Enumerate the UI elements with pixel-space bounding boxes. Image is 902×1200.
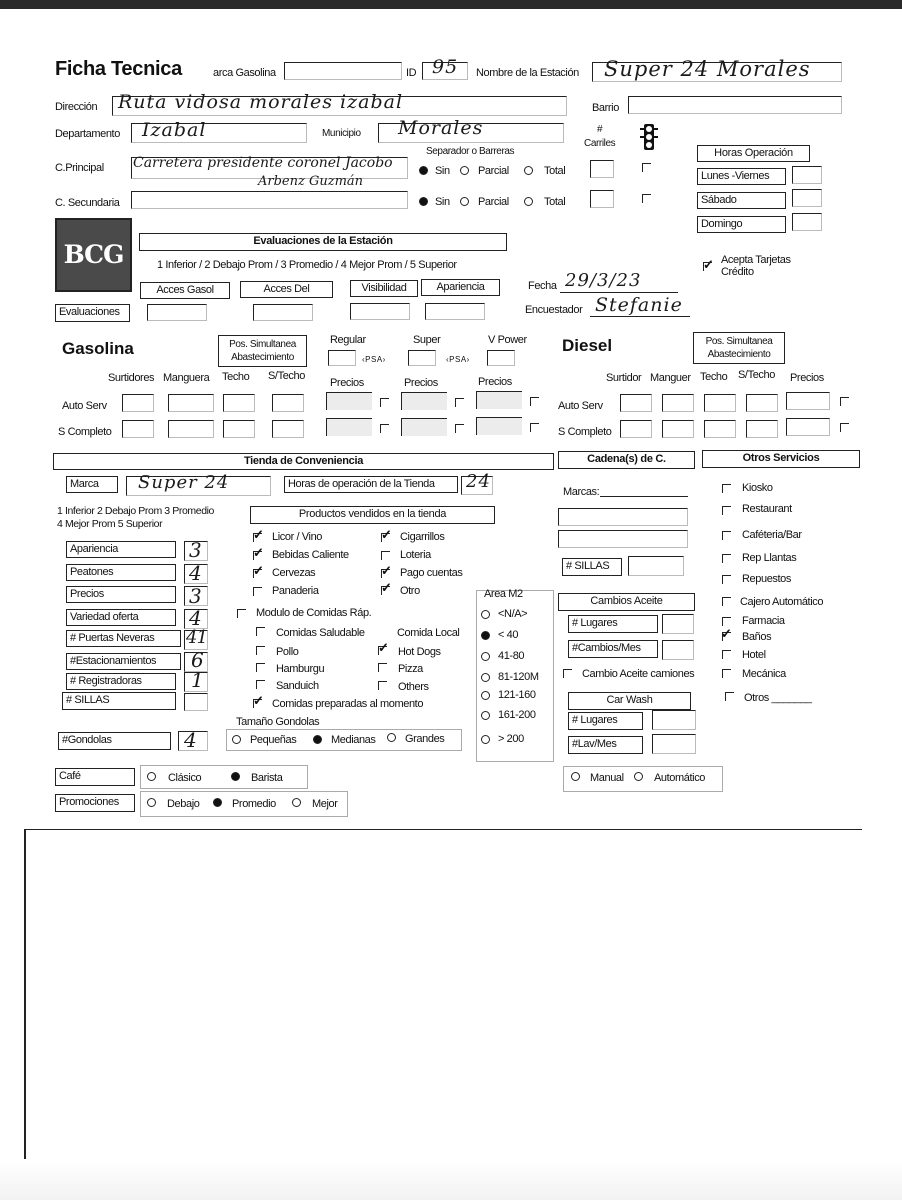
area-41-80-radio[interactable]	[481, 652, 490, 661]
evaluaciones-scale: 1 Inferior / 2 Debajo Prom / 3 Promedio / 4 Mejor Prom / 5 Superior	[157, 259, 457, 271]
tienda-marca-value: Super 24	[138, 472, 230, 493]
carwash-lugares-label: # Lugares	[568, 712, 643, 730]
carriles-principal-field[interactable]	[590, 160, 614, 178]
promo-mejor-label: Mejor	[312, 798, 338, 810]
rating-precios-label: Precios	[66, 586, 176, 603]
pago-cuentas-label: Pago cuentas	[400, 567, 463, 579]
gas-auto-manguera-field[interactable]	[168, 394, 214, 412]
dsl-auto-techo-field[interactable]	[704, 394, 736, 412]
carriles-secundaria-field[interactable]	[590, 190, 614, 208]
semaforo-secundaria-checkbox[interactable]	[642, 194, 651, 203]
barrio-field[interactable]	[628, 96, 842, 114]
gas-sc-super-checkbox[interactable]	[455, 424, 464, 433]
tamano-gondolas-label: Tamaño Gondolas	[236, 716, 320, 728]
id-value: 95	[432, 56, 459, 78]
gas-auto-regular-checkbox[interactable]	[380, 398, 389, 407]
banos-label: Baños	[742, 631, 772, 643]
gas-auto-stecho-field[interactable]	[272, 394, 304, 412]
dsl-sc-stecho-field[interactable]	[746, 420, 778, 438]
top-edge-strip	[0, 0, 902, 9]
productos-title: Productos vendidos en la tienda	[250, 506, 495, 524]
separador-secundaria-sin-radio[interactable]	[419, 197, 428, 206]
banos-check-mark: ✓	[721, 626, 732, 641]
apariencia-eval-field[interactable]	[425, 303, 485, 320]
dsl-auto-surtidor-field[interactable]	[620, 394, 652, 412]
separador-principal-parcial-radio[interactable]	[460, 166, 469, 175]
gas-sc-precio-regular-field[interactable]	[326, 418, 372, 436]
hamburguesa-checkbox[interactable]	[256, 663, 265, 672]
horas-lunes-field[interactable]	[792, 166, 822, 184]
marcas-field-2[interactable]	[558, 530, 688, 548]
area-121-160-radio[interactable]	[481, 691, 490, 700]
others-checkbox[interactable]	[378, 681, 387, 690]
regular-psa-label: ‹PSA›	[362, 355, 386, 364]
dsl-sc-precio-field[interactable]	[786, 418, 830, 436]
rating-registradoras-label: # Registradoras	[66, 673, 176, 690]
gas-auto-precio-regular-field[interactable]	[326, 392, 372, 410]
bcg-logo	[55, 218, 132, 292]
stecho-label: S/Techo	[268, 370, 305, 382]
gasolina-auto-serv-label: Auto Serv	[62, 400, 107, 412]
diesel-pos-simultanea-box	[693, 332, 785, 364]
nombre-estacion-value: Super 24 Morales	[604, 57, 811, 81]
aceite-lugares-label: # Lugares	[568, 615, 658, 633]
diesel-pos-label-2: Abastecimiento	[707, 349, 771, 360]
cafeteria-checkbox[interactable]	[722, 531, 731, 540]
pollo-label: Pollo	[276, 646, 299, 658]
acepta-credito-label: Crédito	[721, 266, 754, 278]
diesel-precios-label: Precios	[790, 372, 824, 384]
separador-secundaria-total-radio[interactable]	[524, 197, 533, 206]
rating-peatones-value: 4	[189, 561, 203, 585]
dsl-auto-checkbox[interactable]	[840, 397, 849, 406]
hamburguesa-label: Hamburgu	[276, 663, 325, 675]
calle-principal-value: Carretera presidente coronel Jacobo	[133, 155, 393, 171]
area-161-200-label: 161-200	[498, 709, 536, 721]
pollo-checkbox[interactable]	[256, 646, 265, 655]
tienda-scale-2: 4 Mejor Prom 5 Superior	[57, 518, 163, 530]
rating-estacionamientos-label: #Estacionamientos	[66, 653, 181, 670]
dsl-auto-stecho-field[interactable]	[746, 394, 778, 412]
cafeteria-label: Caféteria/Bar	[742, 529, 802, 541]
gas-auto-vpower-checkbox[interactable]	[530, 397, 539, 406]
gondolas-value: 4	[184, 728, 198, 752]
cervezas-check-mark: ✓	[253, 563, 264, 578]
hotel-label: Hotel	[742, 649, 766, 661]
medianas-label: Medianas	[331, 734, 376, 746]
visibilidad-field[interactable]	[350, 303, 410, 320]
tienda-scale-1: 1 Inferior 2 Debajo Prom 3 Promedio	[57, 505, 214, 517]
fecha-value: 29/3/23	[565, 270, 642, 291]
rating-sillas-field[interactable]	[184, 693, 208, 711]
repuestos-label: Repuestos	[742, 573, 791, 585]
dsl-sc-checkbox[interactable]	[840, 423, 849, 432]
rating-variedad-value: 4	[189, 606, 203, 630]
manguera-label: Manguera	[163, 372, 210, 384]
separador-secundaria-parcial-label: Parcial	[478, 196, 509, 208]
gasolina-pos-label-1: Pos. Simultanea	[229, 339, 296, 350]
separador-secundaria-parcial-radio[interactable]	[460, 197, 469, 206]
gasolina-title: Gasolina	[62, 339, 134, 358]
encuestador-label: Encuestador	[525, 304, 583, 316]
vpower-label: V Power	[488, 334, 527, 346]
diesel-techo-label: Techo	[700, 371, 728, 383]
cadena-sillas-label: # SILLAS	[562, 558, 622, 576]
gas-sc-precio-super-field[interactable]	[401, 418, 447, 436]
carwash-lav-mes-field[interactable]	[652, 734, 696, 754]
carwash-lugares-field[interactable]	[652, 710, 696, 730]
precios-super-label: Precios	[404, 377, 438, 389]
marca-gasolina-field[interactable]	[284, 62, 402, 80]
visibilidad-label: Visibilidad	[350, 280, 418, 297]
carwash-manual-radio[interactable]	[571, 772, 580, 781]
carriles-label: Carriles	[584, 138, 616, 149]
otros-label: Otros _______	[744, 692, 812, 704]
promociones-label: Promociones	[55, 794, 135, 812]
tienda-horas-label: Horas de operación de la Tienda	[284, 476, 458, 493]
direccion-label: Dirección	[55, 101, 98, 113]
promo-promedio-radio[interactable]	[213, 798, 222, 807]
others-label: Others	[398, 681, 429, 693]
rating-registradoras-value: 1	[191, 668, 205, 692]
form-title: Ficha Tecnica	[55, 58, 182, 80]
surtidores-label: Surtidores	[108, 372, 155, 384]
acces-del-label: Acces Del	[240, 281, 333, 298]
horas-sabado-field[interactable]	[792, 189, 822, 207]
rating-apariencia-value: 3	[189, 538, 203, 562]
rating-puertas-label: # Puertas Neveras	[66, 630, 181, 647]
rep-llantas-checkbox[interactable]	[722, 554, 731, 563]
cafe-group	[140, 765, 308, 789]
area-161-200-radio[interactable]	[481, 711, 490, 720]
licor-label: Licor / Vino	[272, 531, 323, 543]
cigarrillos-check-mark: ✓	[381, 527, 392, 542]
restaurant-checkbox[interactable]	[722, 506, 731, 515]
gas-auto-super-checkbox[interactable]	[455, 398, 464, 407]
fecha-label: Fecha	[528, 280, 557, 292]
loteria-label: Loteria	[400, 549, 431, 561]
cafe-clasico-label: Clásico	[168, 772, 202, 784]
bebidas-check-mark: ✓	[253, 545, 264, 560]
separador-principal-total-label: Total	[544, 165, 566, 177]
grandes-label: Grandes	[405, 733, 445, 745]
diesel-s-completo-label: S Completo	[558, 426, 612, 438]
calle-secundaria-label: C. Secundaria	[55, 197, 120, 209]
gasolina-s-completo-label: S Completo	[58, 426, 112, 438]
tienda-horas-value: 24	[466, 471, 491, 492]
departamento-value: Izabal	[142, 119, 207, 141]
super-label: Super	[413, 334, 441, 346]
pequenas-label: Pequeñas	[250, 734, 297, 746]
area-title: Area M2	[484, 588, 523, 600]
pizza-label: Pizza	[398, 663, 423, 675]
modulo-comidas-checkbox[interactable]	[237, 609, 246, 618]
precios-regular-label: Precios	[330, 377, 364, 389]
nombre-estacion-label: Nombre de la Estación	[476, 67, 579, 79]
regular-label: Regular	[330, 334, 366, 346]
separador-principal-sin-radio[interactable]	[419, 166, 428, 175]
encuestador-field[interactable]	[590, 316, 690, 317]
rating-variedad-label: Variedad oferta	[66, 609, 176, 626]
rating-sillas-label: # SILLAS	[62, 692, 176, 710]
gas-sc-manguera-field[interactable]	[168, 420, 214, 438]
carwash-lav-mes-label: #Lav/Mes	[568, 736, 643, 754]
municipio-value: Morales	[398, 117, 484, 139]
rating-apariencia-label: Apariencia	[66, 541, 176, 558]
loteria-checkbox[interactable]	[381, 551, 390, 560]
dsl-auto-manguer-field[interactable]	[662, 394, 694, 412]
cadena-title: Cadena(s) de C.	[558, 451, 695, 469]
horas-domingo-label: Domingo	[697, 216, 786, 233]
gas-sc-precio-vpower-field[interactable]	[476, 417, 522, 435]
area-gt200-radio[interactable]	[481, 735, 490, 744]
farmacia-label: Farmacia	[742, 615, 785, 627]
precios-vpower-label: Precios	[478, 376, 512, 388]
carwash-automatico-label: Automático	[654, 772, 706, 784]
rating-peatones-label: Peatones	[66, 564, 176, 581]
separador-principal-sin-label: Sin	[435, 165, 450, 177]
area-81-120-label: 81-120M	[498, 671, 539, 683]
separador-principal-parcial-label: Parcial	[478, 165, 509, 177]
area-121-160-label: 121-160	[498, 689, 536, 701]
gas-sc-stecho-field[interactable]	[272, 420, 304, 438]
otro-check-mark: ✓	[381, 580, 392, 595]
carwash-title: Car Wash	[568, 692, 691, 710]
cigarrillos-label: Cigarrillos	[400, 531, 445, 543]
calle-principal-value-2: Arbenz Guzmán	[258, 174, 364, 189]
vpower-psa-field[interactable]	[487, 350, 515, 366]
marca-gasolina-label: arca Gasolina	[213, 67, 276, 79]
cambios-aceite-title: Cambios Aceite	[558, 593, 695, 611]
gasolina-pos-label-2: Abastecimiento	[231, 352, 294, 363]
regular-psa-field[interactable]	[328, 350, 356, 366]
dsl-sc-techo-field[interactable]	[704, 420, 736, 438]
gasolina-pos-simultanea-box	[218, 335, 307, 367]
sanduich-label: Sanduich	[276, 680, 319, 692]
carriles-hash-label: #	[597, 124, 603, 135]
aceite-cambios-mes-label: #Cambios/Mes	[568, 640, 658, 658]
cajero-label: Cajero Automático	[740, 596, 824, 608]
rating-estacionamientos-value: 6	[191, 648, 205, 672]
techo-label: Techo	[222, 371, 250, 383]
restaurant-label: Restaurant	[742, 503, 792, 515]
diesel-title: Diesel	[562, 336, 613, 355]
promo-promedio-label: Promedio	[232, 798, 276, 810]
promo-debajo-radio[interactable]	[147, 798, 156, 807]
mecanica-label: Mecánica	[742, 668, 786, 680]
rating-puertas-value: 41	[186, 627, 207, 648]
dsl-sc-manguer-field[interactable]	[662, 420, 694, 438]
saludable-checkbox[interactable]	[256, 627, 265, 636]
area-lt40-label: < 40	[498, 629, 519, 641]
area-81-120-radio[interactable]	[481, 673, 490, 682]
mecanica-checkbox[interactable]	[722, 669, 731, 678]
page-edge-shadow	[0, 1160, 902, 1200]
cafe-label: Café	[55, 768, 135, 786]
aceite-lugares-field[interactable]	[662, 614, 694, 634]
horas-operacion-title: Horas Operación	[697, 145, 810, 162]
otros-servicios-title: Otros Servicios	[702, 450, 860, 468]
semaforo-principal-checkbox[interactable]	[642, 163, 651, 172]
separador-secundaria-sin-label: Sin	[435, 196, 450, 208]
aceite-cambios-mes-field[interactable]	[662, 640, 694, 660]
evaluaciones-row-label: Evaluaciones	[55, 304, 130, 322]
dsl-auto-precio-field[interactable]	[786, 392, 830, 410]
saludable-label: Comidas Saludable	[276, 627, 365, 639]
area-lt40-radio[interactable]	[481, 631, 490, 640]
acces-gasol-field[interactable]	[147, 304, 207, 321]
area-na-label: <N/A>	[498, 608, 528, 620]
separador-principal-total-radio[interactable]	[524, 166, 533, 175]
cafe-clasico-radio[interactable]	[147, 772, 156, 781]
municipio-label: Municipio	[322, 128, 361, 139]
aceite-camiones-label: Cambio Aceite camiones	[582, 668, 695, 680]
marcas-line-1	[600, 496, 688, 497]
barrio-label: Barrio	[592, 102, 619, 114]
cafe-barista-label: Barista	[251, 772, 283, 784]
area-na-radio[interactable]	[481, 610, 490, 619]
hotdogs-check-mark: ✓	[378, 640, 389, 655]
area-gt200-label: > 200	[498, 733, 524, 745]
comida-local-label: Comida Local	[397, 627, 460, 639]
diesel-surtidor-label: Surtidor	[606, 372, 642, 384]
hotel-checkbox[interactable]	[722, 650, 731, 659]
direccion-value: Ruta vidosa morales izabal	[118, 91, 404, 113]
horas-lunes-label: Lunes -Viernes	[697, 168, 786, 185]
super-psa-label: ‹PSA›	[446, 355, 470, 364]
departamento-label: Departamento	[55, 128, 120, 140]
tienda-title: Tienda de Conveniencia	[53, 453, 554, 470]
calle-secundaria-field[interactable]	[131, 191, 408, 209]
rating-precios-value: 3	[189, 584, 203, 608]
farmacia-checkbox[interactable]	[722, 617, 731, 626]
super-psa-field[interactable]	[408, 350, 436, 366]
gas-auto-surtidores-field[interactable]	[122, 394, 154, 412]
cervezas-label: Cervezas	[272, 567, 316, 579]
otros-checkbox[interactable]	[725, 692, 734, 701]
carwash-automatico-radio[interactable]	[634, 772, 643, 781]
licor-check-mark: ✓	[253, 527, 264, 542]
promo-mejor-radio[interactable]	[292, 798, 301, 807]
cadena-sillas-field[interactable]	[628, 556, 684, 576]
sanduich-checkbox[interactable]	[256, 680, 265, 689]
comidas-preparadas-label: Comidas preparadas al momento	[272, 698, 424, 710]
apariencia-eval-label: Apariencia	[421, 279, 500, 296]
acepta-tarjetas-label: Acepta Tarjetas	[721, 254, 791, 266]
acces-gasol-label: Acces Gasol	[140, 282, 230, 299]
gondolas-label: #Gondolas	[58, 732, 171, 750]
panaderia-checkbox[interactable]	[253, 587, 262, 596]
diesel-manguer-label: Manguer	[650, 372, 691, 384]
encuestador-value: Stefanie	[595, 294, 683, 316]
kiosko-label: Kiosko	[742, 482, 773, 494]
carwash-manual-label: Manual	[590, 772, 624, 784]
diesel-pos-label-1: Pos. Simultanea	[705, 336, 773, 347]
gas-sc-surtidores-field[interactable]	[122, 420, 154, 438]
evaluaciones-title: Evaluaciones de la Estación	[139, 233, 507, 251]
horas-sabado-label: Sábado	[697, 192, 786, 209]
gas-sc-vpower-checkbox[interactable]	[530, 423, 539, 432]
kiosko-checkbox[interactable]	[722, 484, 731, 493]
gas-sc-regular-checkbox[interactable]	[380, 424, 389, 433]
aceite-camiones-checkbox[interactable]	[563, 669, 572, 678]
horas-domingo-field[interactable]	[792, 213, 822, 231]
marcas-field-1[interactable]	[558, 508, 688, 526]
acepta-tarjetas-checkbox[interactable]: ✓	[703, 257, 714, 272]
medianas-radio[interactable]	[313, 735, 322, 744]
fecha-field[interactable]	[560, 292, 678, 293]
area-41-80-label: 41-80	[498, 650, 525, 662]
tienda-marca-label: Marca	[66, 476, 118, 493]
cafe-barista-radio[interactable]	[231, 772, 240, 781]
bcg-logo-text: BCG	[63, 240, 124, 269]
calle-principal-label: C.Principal	[55, 162, 104, 174]
pequenas-radio[interactable]	[232, 735, 241, 744]
marcas-label: Marcas:	[563, 486, 600, 498]
gas-auto-precio-vpower-field[interactable]	[476, 391, 522, 409]
diesel-stecho-label: S/Techo	[738, 369, 775, 381]
gas-auto-precio-super-field[interactable]	[401, 392, 447, 410]
separador-secundaria-total-label: Total	[544, 196, 566, 208]
diesel-auto-serv-label: Auto Serv	[558, 400, 603, 412]
id-label: ID	[406, 67, 417, 79]
bebidas-label: Bebidas Caliente	[272, 549, 349, 561]
repuestos-checkbox[interactable]	[722, 575, 731, 584]
grandes-radio[interactable]	[387, 733, 396, 742]
rep-llantas-label: Rep Llantas	[742, 552, 797, 564]
pizza-checkbox[interactable]	[378, 663, 387, 672]
dsl-sc-surtidor-field[interactable]	[620, 420, 652, 438]
notes-area	[24, 829, 862, 1159]
gas-sc-techo-field[interactable]	[223, 420, 255, 438]
promo-debajo-label: Debajo	[167, 798, 200, 810]
acces-del-field[interactable]	[253, 304, 313, 321]
otro-label: Otro	[400, 585, 420, 597]
panaderia-label: Panaderia	[272, 585, 319, 597]
traffic-light-icon	[640, 124, 658, 150]
hotdogs-label: Hot Dogs	[398, 646, 441, 658]
gas-auto-techo-field[interactable]	[223, 394, 255, 412]
modulo-comidas-label: Modulo de Comidas Ráp.	[256, 607, 372, 619]
separador-title: Separador o Barreras	[426, 146, 515, 157]
acepta-tarjetas-box	[703, 262, 712, 271]
cajero-checkbox[interactable]	[722, 597, 731, 606]
comidas-preparadas-check-mark: ✓	[253, 693, 264, 708]
pago-cuentas-check-mark: ✓	[381, 563, 392, 578]
